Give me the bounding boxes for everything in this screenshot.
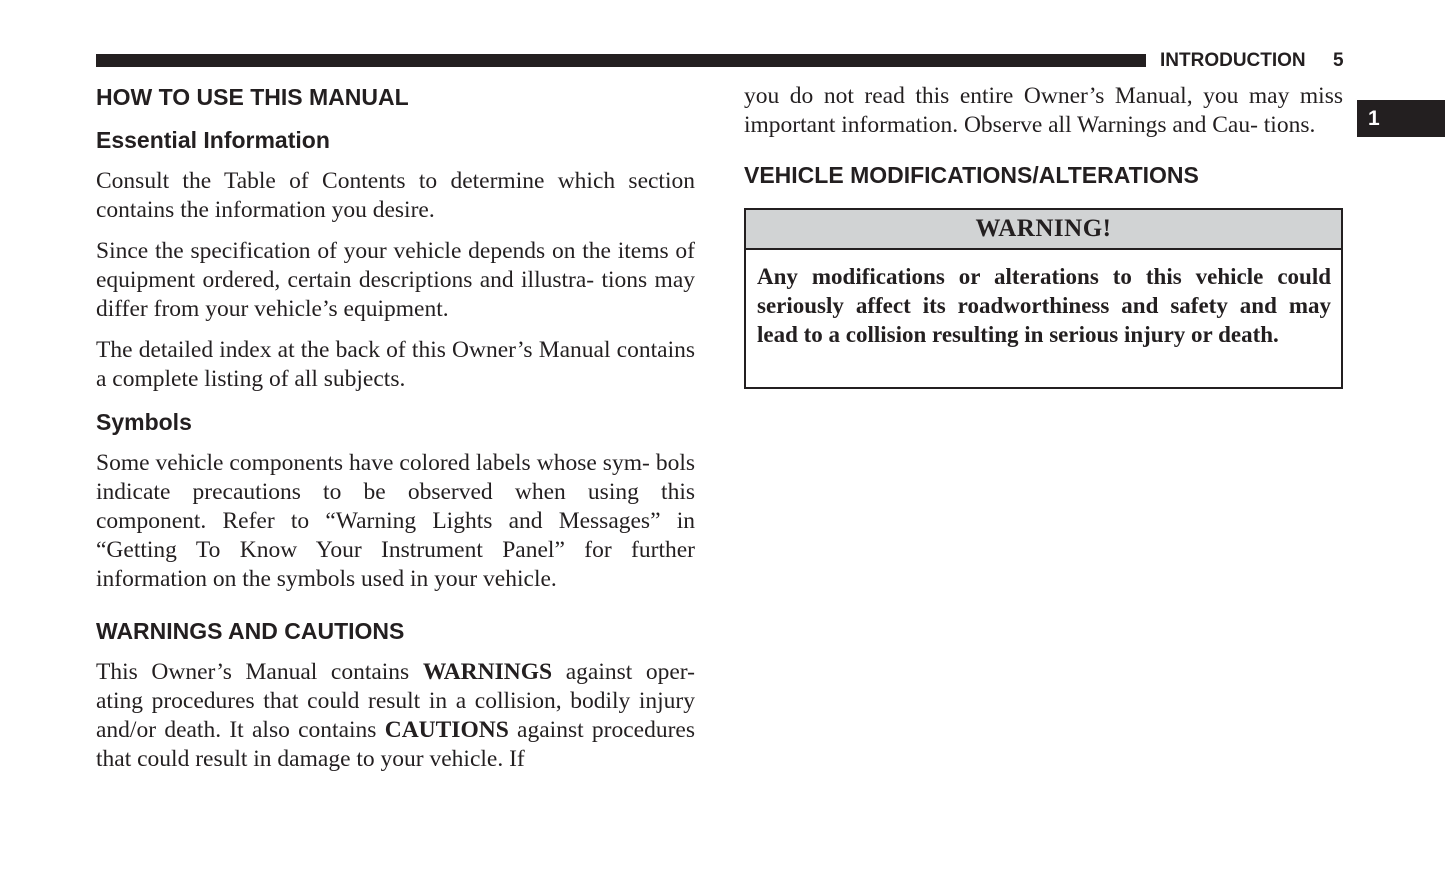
cautions-keyword: CAUTIONS xyxy=(384,717,509,743)
essential-paragraph-1: Consult the Table of Contents to determine which section contains the information you desire. xyxy=(96,168,695,223)
warnings-keyword: WARNINGS xyxy=(422,659,553,685)
vehicle-modifications-heading: VEHICLE MODIFICATIONS/ALTERATIONS xyxy=(744,162,1199,188)
section-title: INTRODUCTION xyxy=(1160,50,1306,71)
warning-text: Any modifications or alterations to this vehicle could seriously affect its roadworthiness and safety and may lead to a collision resulting in serious injury or death. xyxy=(757,264,1331,347)
essential-paragraph-3: The detailed index at the back of this Owner’s Manual contains a complete listing of all subjects. xyxy=(96,337,695,392)
symbols-paragraph: Some vehicle components have colored labels whose sym- bols indicate precautions to be observed when using this component. Refer to “Warning Lights and Messages” in “Getting To Know Your Instrument Panel” for further information on the symbols used in your vehicle. xyxy=(96,450,695,592)
left-column xyxy=(96,82,695,774)
essential-paragraph-2: Since the specification of your vehicle depends on the items of equipment ordered, certain descriptions and illustra- tions may differ from your vehicle’s equipment. xyxy=(96,238,695,322)
essential-information-heading: Essential Information xyxy=(96,127,330,153)
warnings-text-e: against procedures that could result in damage to your vehicle. If xyxy=(96,717,695,772)
warnings-cautions-heading: WARNINGS AND CAUTIONS xyxy=(96,618,405,644)
warning-box xyxy=(744,208,1343,389)
warnings-text-c: against oper- ating procedures that could result in a collision, bodily injury and/or death. It also contains xyxy=(96,659,695,743)
header-rule xyxy=(96,54,1146,67)
page-number: 5 xyxy=(1333,50,1344,71)
symbols-heading: Symbols xyxy=(96,409,192,435)
right-column xyxy=(744,82,1343,389)
how-to-use-heading: HOW TO USE THIS MANUAL xyxy=(96,84,409,110)
chapter-tab: 1 xyxy=(1357,100,1445,137)
warning-title: WARNING! xyxy=(746,210,1341,250)
continuation-paragraph: you do not read this entire Owner’s Manual, you may miss important information. Observe all Warnings and Cau- tions. xyxy=(744,83,1343,138)
warnings-cautions-paragraph xyxy=(96,658,695,774)
warnings-text-a: This Owner’s Manual contains xyxy=(96,659,423,685)
